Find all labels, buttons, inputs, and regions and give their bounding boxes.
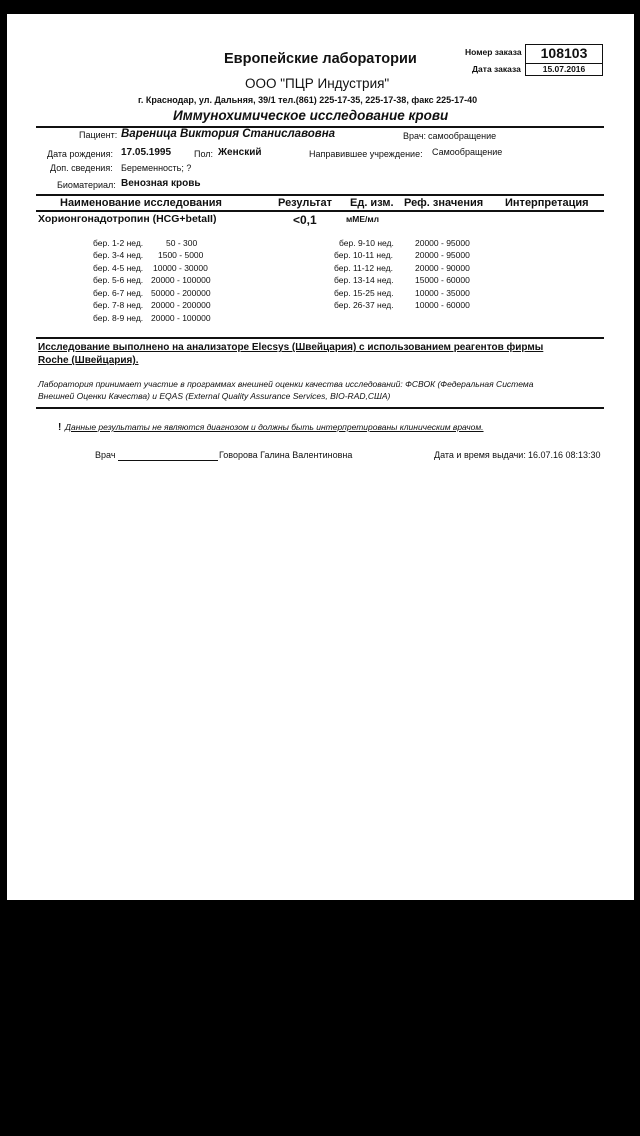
reference-week: бер. 9-10 нед. bbox=[339, 238, 394, 248]
footer-doctor-name: Говорова Галина Валентиновна bbox=[219, 450, 353, 460]
reference-week: бер. 1-2 нед. bbox=[93, 238, 144, 248]
reference-item bbox=[334, 250, 393, 260]
reference-week: бер. 5-6 нед. bbox=[93, 275, 144, 285]
order-date-label: Дата заказа bbox=[472, 64, 521, 74]
reference-item bbox=[151, 288, 211, 298]
reference-range: 10000 - 30000 bbox=[153, 263, 208, 273]
reference-item bbox=[415, 275, 470, 285]
reference-item bbox=[93, 275, 143, 285]
quality-bottom-border bbox=[36, 407, 604, 409]
order-number: 108103 bbox=[540, 45, 588, 61]
order-number-box bbox=[525, 44, 603, 64]
reference-week: бер. 4-5 нед. bbox=[93, 263, 144, 273]
table-top-border bbox=[36, 194, 604, 196]
quality-note-line2: Внешней Оценки Качества) и EQAS (External Quality Assurance Services, BIO-RAD,США) bbox=[38, 391, 391, 401]
reference-item bbox=[415, 263, 470, 273]
reference-week: бер. 13-14 нед. bbox=[334, 275, 394, 285]
patient-name: Вареница Виктория Станиславовна bbox=[121, 128, 336, 140]
biomaterial-value: Венозная кровь bbox=[121, 178, 201, 189]
reference-item bbox=[334, 263, 393, 273]
reference-item bbox=[93, 313, 143, 323]
order-date-box bbox=[525, 63, 603, 76]
col-header-test: Наименование исследования bbox=[60, 197, 222, 209]
reference-range: 20000 - 200000 bbox=[151, 300, 211, 310]
reference-range: 10000 - 60000 bbox=[415, 300, 470, 310]
reference-item bbox=[415, 288, 470, 298]
report-title: Иммунохимическое исследование крови bbox=[173, 108, 449, 123]
reference-item bbox=[151, 300, 211, 310]
col-header-unit: Ед. изм. bbox=[350, 197, 394, 209]
lab-report-page bbox=[7, 14, 634, 900]
patient-label: Пациент: bbox=[79, 130, 118, 140]
doctor-value: самообращение bbox=[428, 131, 497, 141]
reference-item bbox=[93, 288, 143, 298]
doctor-label: Врач: bbox=[403, 131, 427, 141]
test-result: <0,1 bbox=[293, 213, 317, 227]
reference-item bbox=[153, 263, 208, 273]
reference-range: 20000 - 90000 bbox=[415, 263, 470, 273]
referrer-value: Самообращение bbox=[432, 147, 503, 157]
reference-week: бер. 8-9 нед. bbox=[93, 313, 144, 323]
test-name: Хорионгонадотропин (HCG+betaII) bbox=[38, 213, 217, 225]
reference-week: бер. 11-12 нед. bbox=[334, 263, 393, 273]
table-header-border bbox=[36, 210, 604, 212]
reference-item bbox=[339, 238, 394, 248]
quality-note-line1: Лаборатория принимает участие в программах внешней оценки качества исследований: ФСВОК (Федеральная Система bbox=[38, 379, 534, 389]
signature-line bbox=[118, 460, 218, 461]
reference-range: 50000 - 200000 bbox=[151, 288, 211, 298]
col-header-result: Результат bbox=[278, 197, 333, 209]
sex-label: Пол: bbox=[194, 149, 214, 159]
analyzer-note-line2: Roche (Швейцария). bbox=[38, 355, 139, 366]
dob-value: 17.05.1995 bbox=[121, 147, 172, 158]
sex-value: Женский bbox=[218, 147, 262, 158]
reference-item bbox=[415, 238, 470, 248]
reference-item bbox=[93, 263, 143, 273]
col-header-interpretation: Интерпретация bbox=[505, 197, 589, 209]
reference-item bbox=[151, 313, 211, 323]
reference-week: бер. 15-25 нед. bbox=[334, 288, 394, 298]
biomaterial-label: Биоматериал: bbox=[57, 180, 116, 190]
dob-label: Дата рождения: bbox=[47, 149, 113, 159]
reference-item bbox=[93, 300, 143, 310]
reference-range: 15000 - 60000 bbox=[415, 275, 470, 285]
reference-week: бер. 6-7 нед. bbox=[93, 288, 144, 298]
reference-range: 10000 - 35000 bbox=[415, 288, 470, 298]
reference-week: бер. 26-37 нед. bbox=[334, 300, 394, 310]
extra-info-value: Беременность; ? bbox=[121, 163, 192, 173]
reference-item bbox=[415, 250, 470, 260]
issued-label: Дата и время выдачи: bbox=[434, 450, 526, 460]
analyzer-top-border bbox=[36, 337, 604, 339]
order-number-label: Номер заказа bbox=[465, 47, 522, 57]
reference-item bbox=[334, 288, 394, 298]
reference-item bbox=[93, 250, 143, 260]
referrer-label: Направившее учреждение: bbox=[309, 149, 423, 159]
extra-info-label: Доп. сведения: bbox=[50, 163, 113, 173]
reference-item bbox=[158, 250, 203, 260]
reference-week: бер. 10-11 нед. bbox=[334, 250, 393, 260]
reference-item bbox=[166, 238, 197, 248]
disclaimer-marker: ! bbox=[58, 422, 62, 433]
reference-item bbox=[415, 300, 470, 310]
issued-datetime: 16.07.16 08:13:30 bbox=[528, 450, 601, 460]
reference-range: 20000 - 95000 bbox=[415, 250, 470, 260]
reference-range: 20000 - 100000 bbox=[151, 313, 211, 323]
reference-range: 50 - 300 bbox=[166, 238, 198, 248]
order-date: 15.07.2016 bbox=[542, 64, 586, 74]
col-header-reference: Реф. значения bbox=[404, 197, 484, 209]
reference-week: бер. 3-4 нед. bbox=[93, 250, 144, 260]
footer-doctor-label: Врач bbox=[95, 450, 116, 460]
company-name: ООО "ПЦР Индустрия" bbox=[245, 76, 390, 91]
reference-range: 20000 - 100000 bbox=[151, 275, 211, 285]
reference-item bbox=[93, 238, 143, 248]
reference-item bbox=[151, 275, 211, 285]
reference-range: 20000 - 95000 bbox=[415, 238, 470, 248]
reference-item bbox=[334, 275, 394, 285]
test-unit: мМЕ/мл bbox=[346, 214, 380, 224]
lab-name: Европейские лаборатории bbox=[224, 51, 417, 67]
disclaimer-text: Данные результаты не являются диагнозом и должны быть интерпретированы клиническим врачом. bbox=[65, 422, 484, 432]
reference-range: 1500 - 5000 bbox=[158, 250, 204, 260]
reference-week: бер. 7-8 нед. bbox=[93, 300, 144, 310]
analyzer-note-line1: Исследование выполнено на анализаторе Elecsys (Швейцария) с использованием реагентов фирмы bbox=[38, 342, 544, 353]
reference-item bbox=[334, 300, 394, 310]
lab-address: г. Краснодар, ул. Дальняя, 39/1 тел.(861) 225-17-35, 225-17-38, факс 225-17-40 bbox=[138, 95, 478, 105]
